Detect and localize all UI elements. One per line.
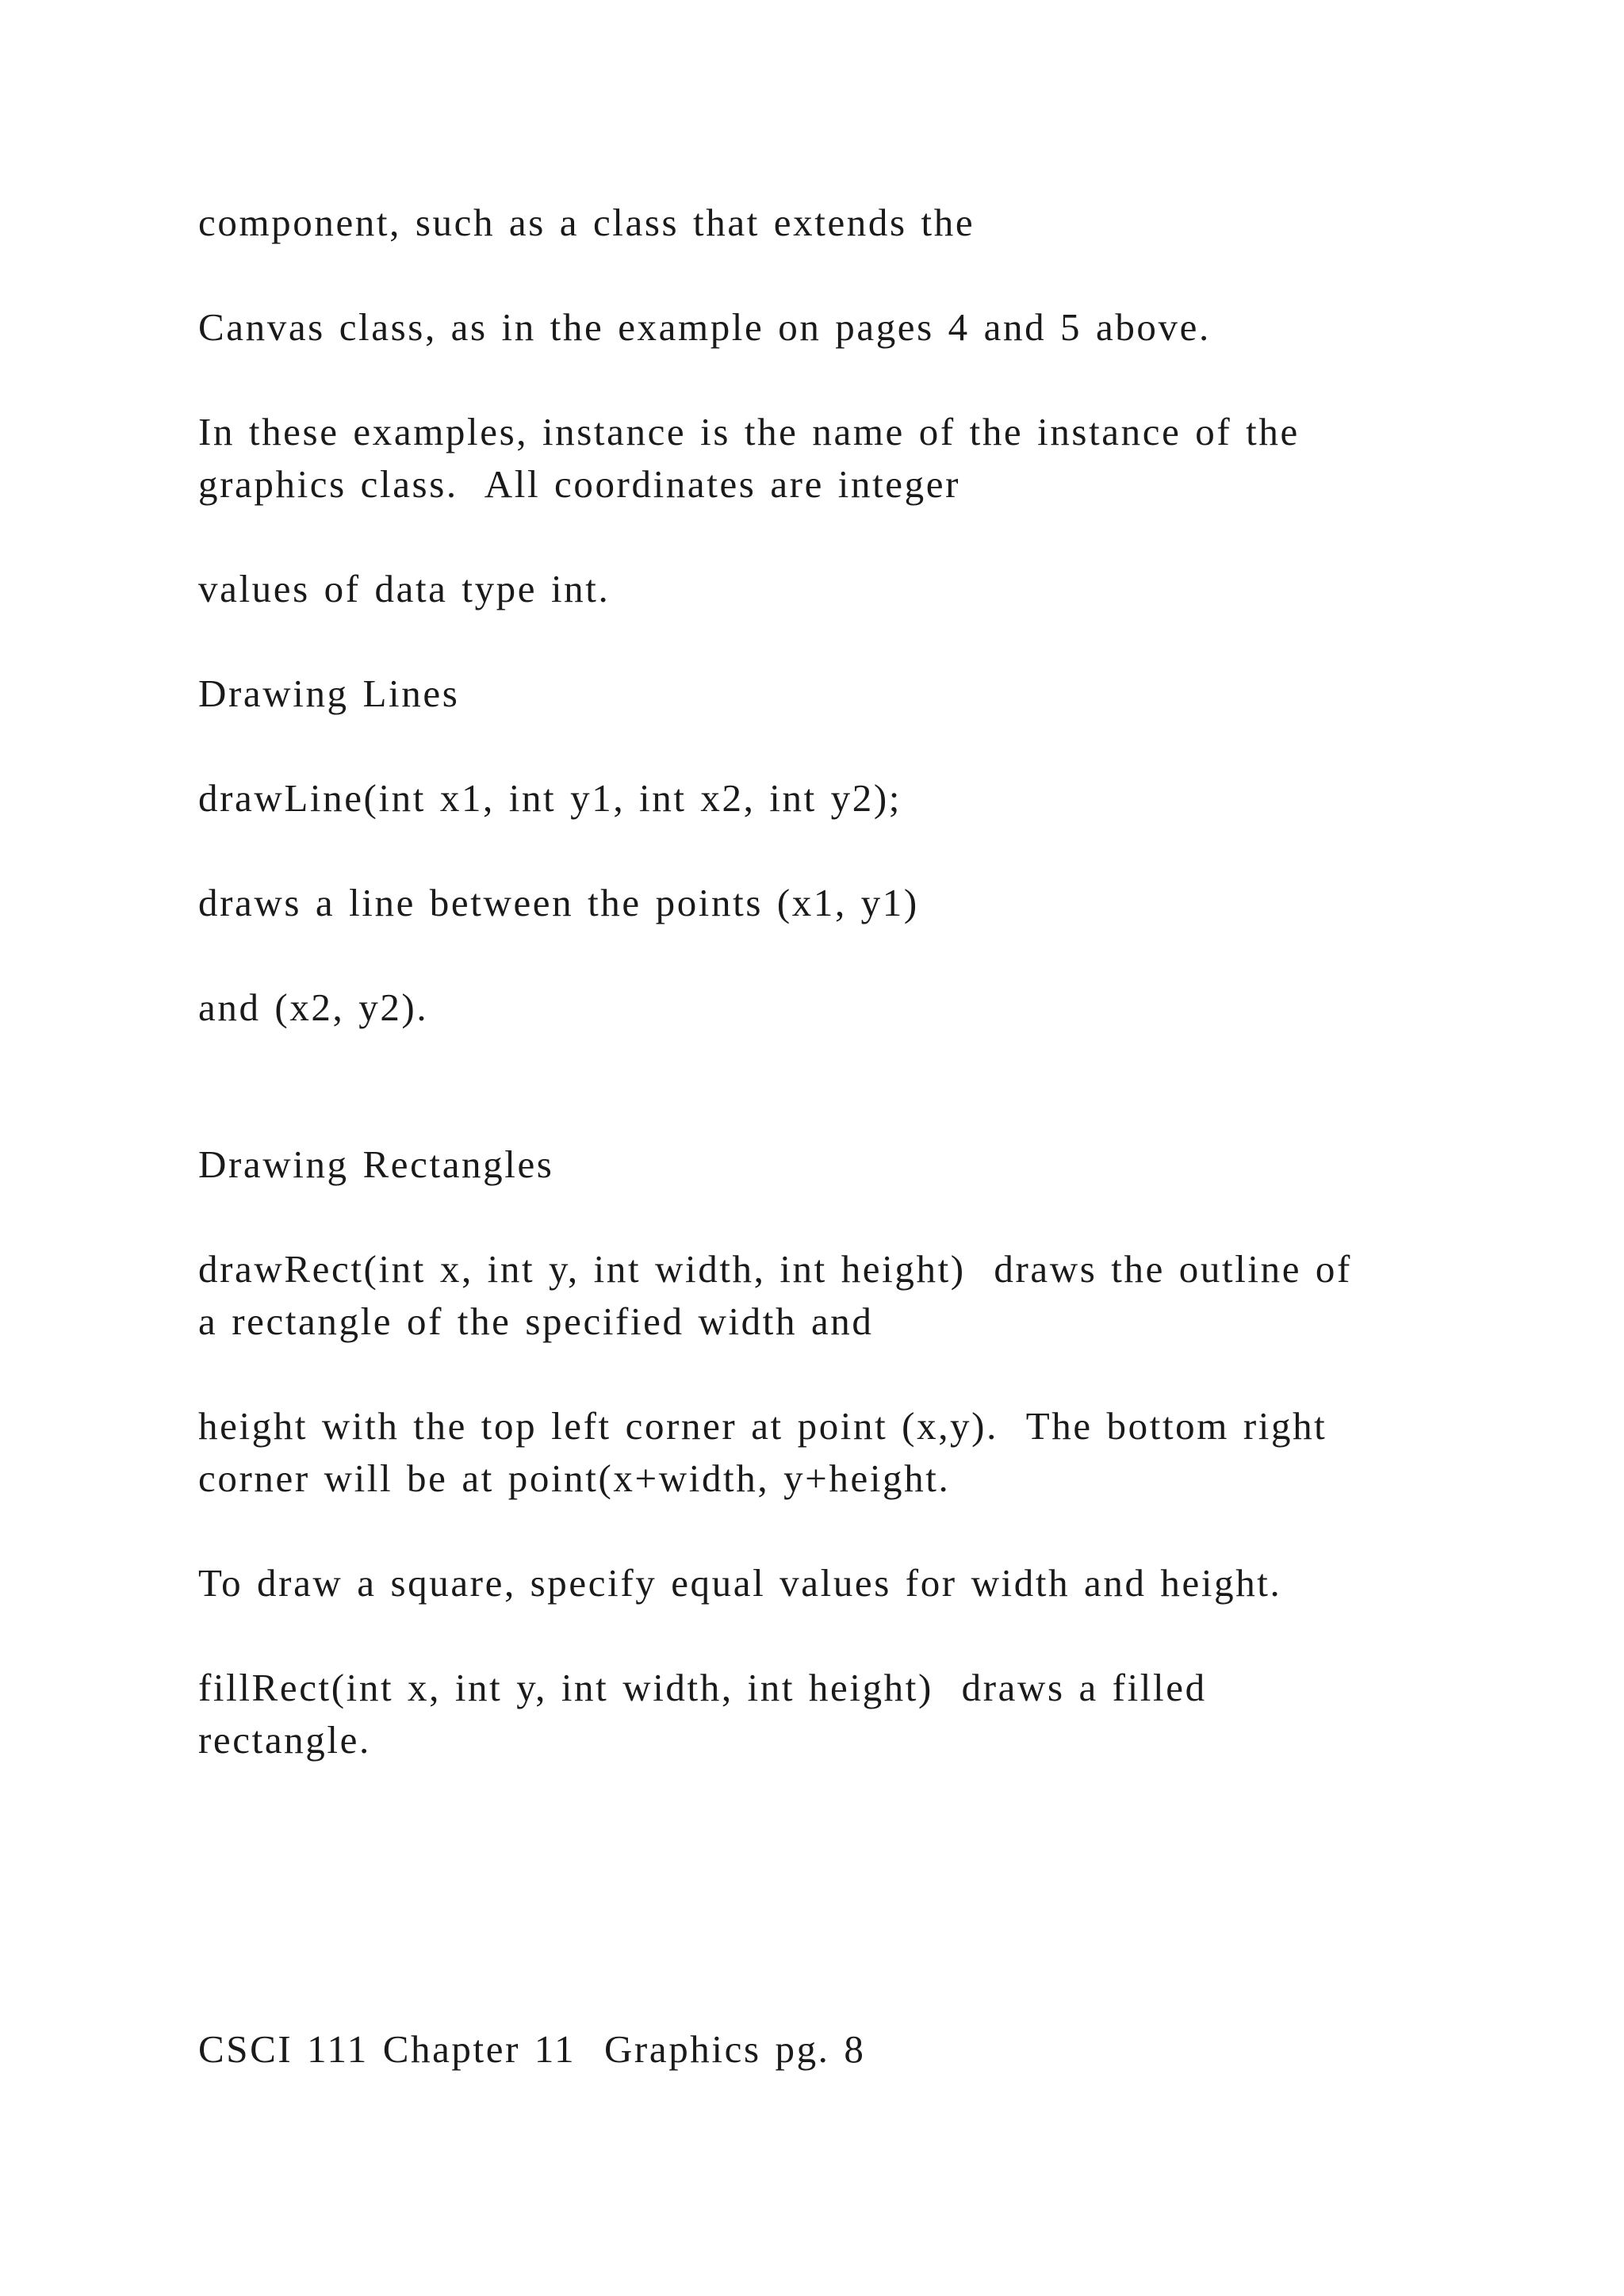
- text-line: graphics class. All coordinates are integer: [198, 462, 961, 506]
- section-heading-drawing-rectangles: Drawing Rectangles: [198, 1142, 554, 1186]
- text-line: fillRect(int x, int y, int width, int height) draws a filled: [198, 1666, 1207, 1709]
- text-line: To draw a square, specify equal values for width and height.: [198, 1561, 1282, 1605]
- text-line: rectangle.: [198, 1718, 371, 1762]
- text-line: a rectangle of the specified width and: [198, 1299, 874, 1343]
- text-line: values of data type int.: [198, 567, 611, 610]
- page-footer: CSCI 111 Chapter 11 Graphics pg. 8: [198, 2027, 866, 2071]
- text-line: drawRect(int x, int y, int width, int height) draws the outline of: [198, 1247, 1352, 1291]
- text-line: and (x2, y2).: [198, 985, 429, 1029]
- section-heading-drawing-lines: Drawing Lines: [198, 672, 460, 715]
- text-line: component, such as a class that extends the: [198, 201, 975, 244]
- text-line: Canvas class, as in the example on pages 4 and 5 above.: [198, 305, 1211, 349]
- text-line: In these examples, instance is the name of the instance of the: [198, 410, 1300, 453]
- text-line: draws a line between the points (x1, y1): [198, 881, 919, 924]
- text-line: drawLine(int x1, int y1, int x2, int y2);: [198, 776, 902, 820]
- text-line: height with the top left corner at point (x,y). The bottom right: [198, 1404, 1327, 1448]
- text-line: corner will be at point(x+width, y+height.: [198, 1456, 951, 1500]
